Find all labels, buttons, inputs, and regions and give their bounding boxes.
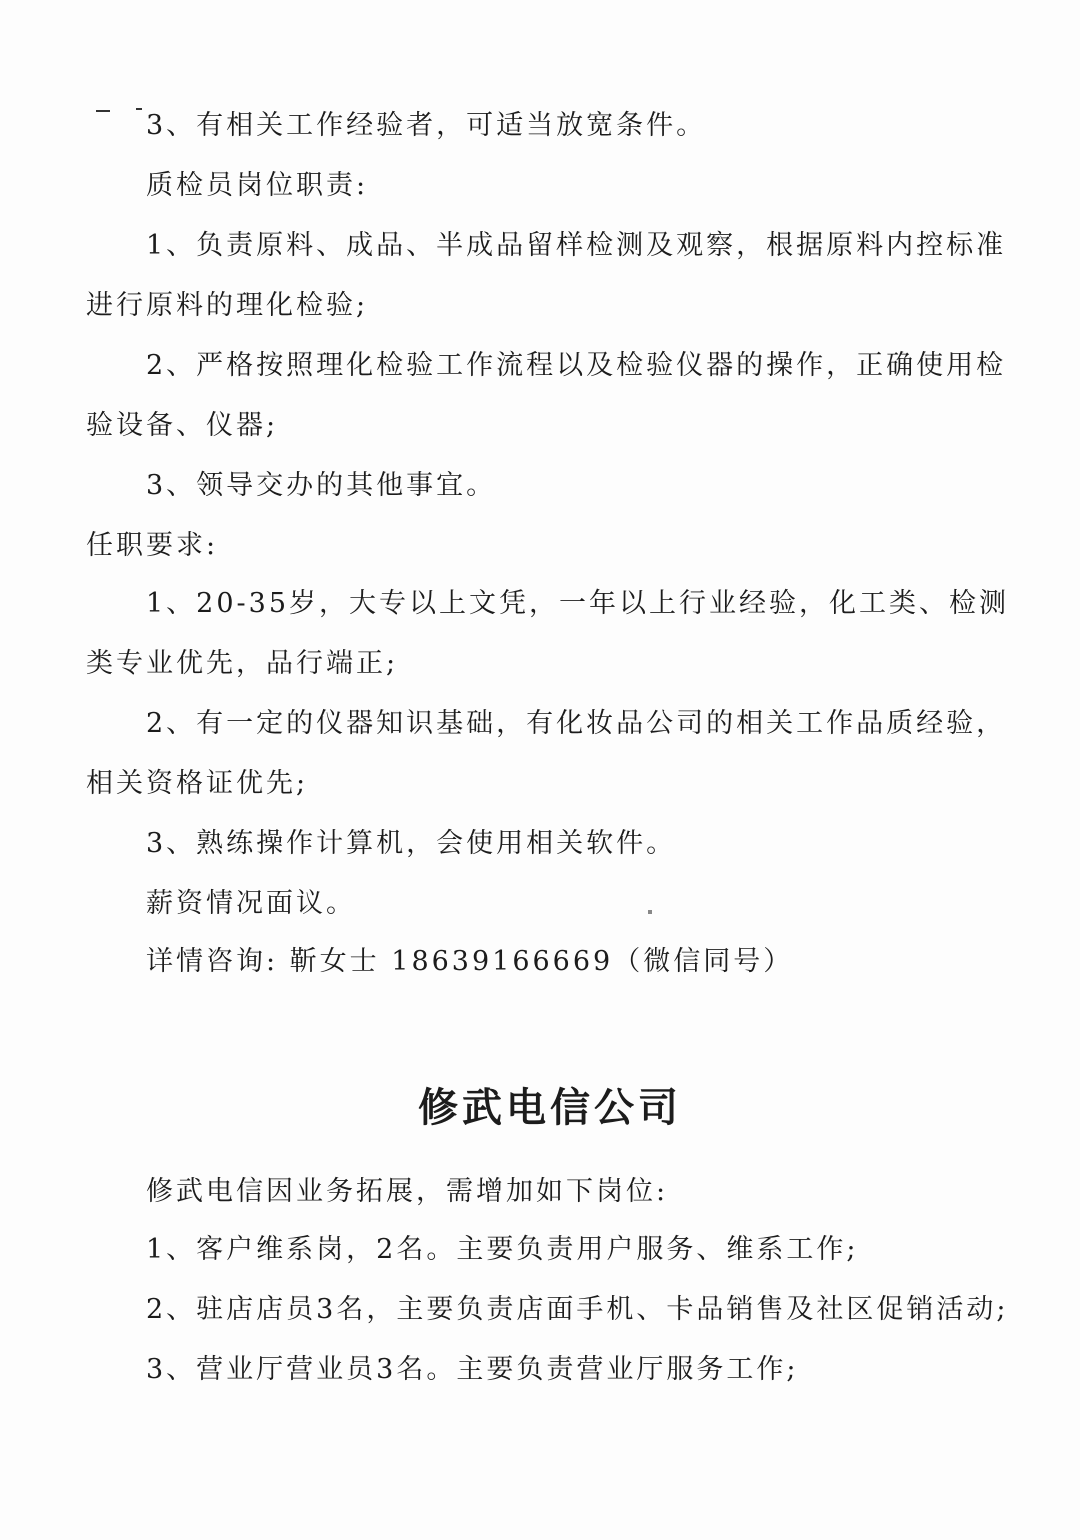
text-line: 修武电信因业务拓展，需增加如下岗位:	[146, 1176, 669, 1207]
text-line: 3、领导交办的其他事宜。	[146, 470, 497, 501]
text-line: 1、20-35岁，大专以上文凭，一年以上行业经验，化工类、检测	[146, 588, 1010, 619]
contact-line: 详情咨询: 靳女士 18639166669（微信同号）	[146, 946, 794, 977]
text-line: 3、营业厅营业员3名。主要负责营业厅服务工作;	[146, 1354, 799, 1385]
section-heading: 任职要求:	[86, 530, 219, 561]
text-line: 2、有一定的仪器知识基础，有化妆品公司的相关工作品质经验，	[146, 708, 1007, 739]
text-line: 相关资格证优先;	[86, 768, 309, 799]
company-title: 修武电信公司	[418, 1084, 682, 1131]
text-line: 3、熟练操作计算机，会使用相关软件。	[146, 828, 677, 859]
text-line: 1、客户维系岗，2名。主要负责用户服务、维系工作;	[146, 1234, 859, 1265]
section-heading: 质检员岗位职责:	[146, 170, 369, 201]
text-line: 进行原料的理化检验;	[86, 290, 369, 321]
text-line: 2、严格按照理化检验工作流程以及检验仪器的操作，正确使用检	[146, 350, 1007, 381]
text-line: 2、驻店店员3名，主要负责店面手机、卡品销售及社区促销活动;	[146, 1294, 1009, 1325]
text-line: 3、有相关工作经验者，可适当放宽条件。	[146, 110, 707, 141]
text-line: 验设备、仪器;	[86, 410, 279, 441]
text-line: 类专业优先，品行端正;	[86, 648, 399, 679]
text-line: 薪资情况面议。	[146, 888, 356, 919]
text-line: 1、负责原料、成品、半成品留样检测及观察，根据原料内控标准	[146, 230, 1007, 261]
